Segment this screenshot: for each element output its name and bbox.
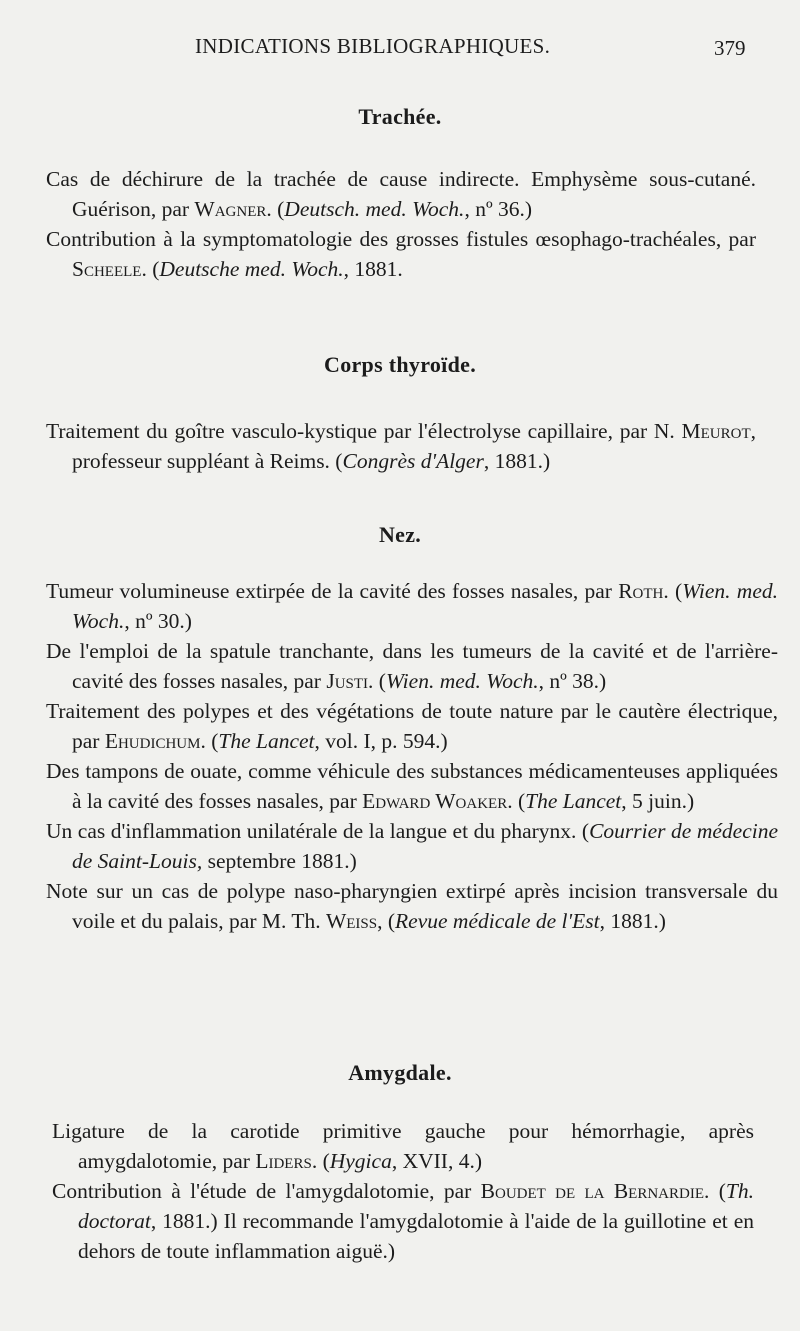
section-title-corps-thyroide: Corps thyroïde. [324, 352, 476, 377]
entry-nez-1: Tumeur volumineuse extirpée de la cavité des fosses nasales, par Roth. (Wien. med. Woch., nº 30.) [46, 579, 779, 633]
section-title-amygdale: Amygdale. [348, 1060, 452, 1085]
page-number: 379 [714, 36, 746, 60]
entry-nez-4: Des tampons de ouate, comme véhicule des substances médicamenteuses appliquées à la cavité des fosses nasales, par Edward Woaker. (The Lancet, 5 juin.) [46, 759, 778, 813]
entry-thyroide-1: Traitement du goître vasculo-kystique par l'électrolyse capillaire, par N. Meurot, professeur suppléant à Reims. (Congrès d'Alger, 1881.) [46, 419, 756, 473]
entry-nez-2: De l'emploi de la spatule tranchante, dans les tumeurs de la cavité et de l'arrière-cavité des fosses nasales, par Justi. (Wien. med. Woch., nº 38.) [46, 639, 778, 693]
entry-amygdale-1: Ligature de la carotide primitive gauche pour hémorrhagie, après amygdalotomie, par Liders. (Hygica, XVII, 4.) [52, 1119, 754, 1173]
entry-nez-5: Un cas d'inflammation unilatérale de la langue et du pharynx. (Courrier de médecine de Saint-Louis, septembre 1881.) [46, 819, 779, 873]
section-trachee [0, 104, 800, 284]
running-head [0, 34, 800, 64]
section-amygdale [0, 1060, 800, 1266]
entry-trachee-1: Cas de déchirure de la trachée de cause indirecte. Emphysème sous-cutané. Guérison, par Wagner. (Deutsch. med. Woch., nº 36.) [46, 167, 756, 221]
section-corps-thyroide [0, 352, 800, 476]
section-title-trachee: Trachée. [358, 104, 442, 129]
section-nez [0, 522, 800, 936]
entry-nez-3: Traitement des polypes et des végétations de toute nature par le cautère électrique, par Ehudichum. (The Lancet, vol. I, p. 594.) [46, 699, 778, 753]
running-title: INDICATIONS BIBLIOGRAPHIQUES. [195, 34, 551, 58]
section-title-nez: Nez. [378, 522, 422, 547]
entry-trachee-2: Contribution à la symptomatologie des grosses fistules œsophago-trachéales, par Scheele. (Deutsche med. Woch., 1881. [46, 227, 756, 281]
entry-nez-6: Note sur un cas de polype naso-pharyngien extirpé après incision transversale du voile et du palais, par M. Th. Weiss, (Revue médicale de l'Est, 1881.) [46, 879, 778, 933]
entry-amygdale-2: Contribution à l'étude de l'amygdalotomie, par Boudet de la Bernardie. (Th. doctorat, 1881.) Il recommande l'amygdalotomie à l'aide de la guillotine et en dehors de toute inflammation aiguë.) [52, 1179, 754, 1263]
